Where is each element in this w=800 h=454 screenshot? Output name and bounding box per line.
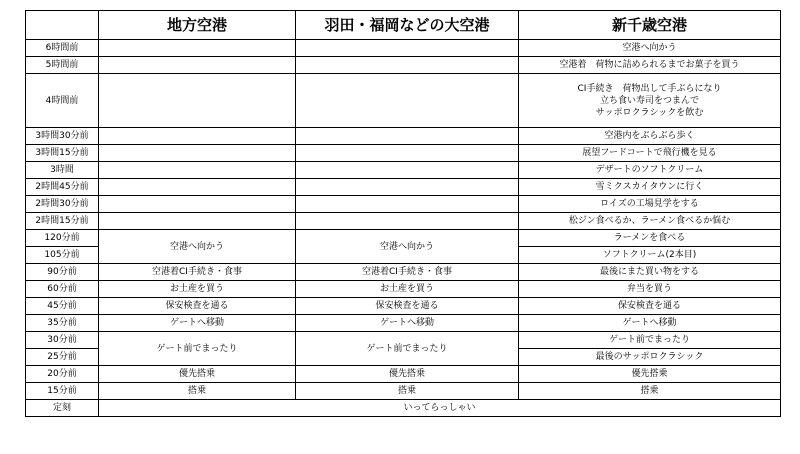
major-cell: 空港へ向かう bbox=[296, 230, 519, 264]
header-major-airport: 羽田・福岡などの大空港 bbox=[296, 11, 519, 40]
table-row-final bbox=[26, 400, 781, 417]
local-cell bbox=[99, 57, 296, 74]
time-label: 2時間45分前 bbox=[26, 179, 99, 196]
time-label: 120分前 bbox=[26, 230, 99, 247]
table-row bbox=[26, 162, 781, 179]
table-row bbox=[26, 74, 781, 128]
local-cell bbox=[99, 145, 296, 162]
local-cell bbox=[99, 74, 296, 128]
time-label: 2時間30分前 bbox=[26, 196, 99, 213]
local-cell: ゲートへ移動 bbox=[99, 315, 296, 332]
chitose-line: CI手続き 荷物出して手ぶらになり bbox=[577, 83, 722, 94]
chitose-cell: デザートのソフトクリーム bbox=[519, 162, 781, 179]
major-cell: ゲート前でまったり bbox=[296, 332, 519, 366]
table-row bbox=[26, 57, 781, 74]
table-row bbox=[26, 230, 781, 247]
time-label: 30分前 bbox=[26, 332, 99, 349]
major-cell bbox=[296, 57, 519, 74]
time-label: 25分前 bbox=[26, 349, 99, 366]
major-cell: 保安検査を通る bbox=[296, 298, 519, 315]
local-cell: 空港着CI手続き・食事 bbox=[99, 264, 296, 281]
chitose-cell: 搭乗 bbox=[519, 383, 781, 400]
time-label: 5時間前 bbox=[26, 57, 99, 74]
final-message: いってらっしゃい bbox=[99, 400, 781, 417]
table-row bbox=[26, 332, 781, 349]
table-row bbox=[26, 145, 781, 162]
major-cell bbox=[296, 74, 519, 128]
time-label: 6時間前 bbox=[26, 40, 99, 57]
local-cell: ゲート前でまったり bbox=[99, 332, 296, 366]
chitose-cell: 松ジン食べるか、ラーメン食べるか悩む bbox=[519, 213, 781, 230]
table-row bbox=[26, 298, 781, 315]
major-cell: ゲートへ移動 bbox=[296, 315, 519, 332]
chitose-cell: 最後のサッポロクラシック bbox=[519, 349, 781, 366]
time-label: 4時間前 bbox=[26, 74, 99, 128]
time-label: 20分前 bbox=[26, 366, 99, 383]
table-row bbox=[26, 366, 781, 383]
time-label: 2時間15分前 bbox=[26, 213, 99, 230]
time-label: 定刻 bbox=[26, 400, 99, 417]
time-label: 3時間15分前 bbox=[26, 145, 99, 162]
header-row bbox=[26, 11, 781, 40]
chitose-cell: 弁当を買う bbox=[519, 281, 781, 298]
major-cell bbox=[296, 162, 519, 179]
time-label: 15分前 bbox=[26, 383, 99, 400]
header-new-chitose: 新千歳空港 bbox=[519, 11, 781, 40]
chitose-cell: ロイズの工場見学をする bbox=[519, 196, 781, 213]
chitose-cell: 空港内をぶらぶら歩く bbox=[519, 128, 781, 145]
local-cell: 保安検査を通る bbox=[99, 298, 296, 315]
local-cell bbox=[99, 40, 296, 57]
major-cell: 搭乗 bbox=[296, 383, 519, 400]
major-cell: 優先搭乗 bbox=[296, 366, 519, 383]
chitose-cell: 優先搭乗 bbox=[519, 366, 781, 383]
local-cell: 優先搭乗 bbox=[99, 366, 296, 383]
schedule-table bbox=[25, 10, 781, 417]
table-row bbox=[26, 196, 781, 213]
time-label: 3時間 bbox=[26, 162, 99, 179]
major-cell bbox=[296, 196, 519, 213]
major-cell bbox=[296, 40, 519, 57]
local-cell bbox=[99, 213, 296, 230]
header-time bbox=[26, 11, 99, 40]
local-cell: お土産を買う bbox=[99, 281, 296, 298]
chitose-cell: 展望フードコートで飛行機を見る bbox=[519, 145, 781, 162]
chitose-cell: ソフトクリーム(2本目) bbox=[519, 247, 781, 264]
local-cell bbox=[99, 128, 296, 145]
local-cell: 空港へ向かう bbox=[99, 230, 296, 264]
major-cell bbox=[296, 128, 519, 145]
chitose-cell: 最後にまた買い物をする bbox=[519, 264, 781, 281]
table-row bbox=[26, 281, 781, 298]
local-cell bbox=[99, 196, 296, 213]
chitose-cell-multiline bbox=[519, 74, 781, 128]
chitose-line: 立ち食い寿司をつまんで bbox=[599, 95, 699, 106]
table-row bbox=[26, 383, 781, 400]
time-label: 105分前 bbox=[26, 247, 99, 264]
time-label: 90分前 bbox=[26, 264, 99, 281]
table-row bbox=[26, 128, 781, 145]
major-cell: お土産を買う bbox=[296, 281, 519, 298]
chitose-cell: ゲート前でまったり bbox=[519, 332, 781, 349]
major-cell bbox=[296, 179, 519, 196]
local-cell: 搭乗 bbox=[99, 383, 296, 400]
major-cell bbox=[296, 213, 519, 230]
chitose-cell: 空港へ向かう bbox=[519, 40, 781, 57]
time-label: 3時間30分前 bbox=[26, 128, 99, 145]
chitose-cell: ラーメンを食べる bbox=[519, 230, 781, 247]
time-label: 35分前 bbox=[26, 315, 99, 332]
chitose-cell: 雪ミクスカイタウンに行く bbox=[519, 179, 781, 196]
chitose-line: サッポロクラシックを飲む bbox=[595, 107, 704, 118]
table-row bbox=[26, 315, 781, 332]
chitose-cell: 保安検査を通る bbox=[519, 298, 781, 315]
major-cell bbox=[296, 145, 519, 162]
chitose-cell: 空港着 荷物に詰められるまでお菓子を買う bbox=[519, 57, 781, 74]
table-row bbox=[26, 40, 781, 57]
table-row bbox=[26, 213, 781, 230]
header-local-airport: 地方空港 bbox=[99, 11, 296, 40]
chitose-cell: ゲートへ移動 bbox=[519, 315, 781, 332]
time-label: 60分前 bbox=[26, 281, 99, 298]
table-row bbox=[26, 264, 781, 281]
time-label: 45分前 bbox=[26, 298, 99, 315]
local-cell bbox=[99, 179, 296, 196]
table-row bbox=[26, 179, 781, 196]
major-cell: 空港着CI手続き・食事 bbox=[296, 264, 519, 281]
local-cell bbox=[99, 162, 296, 179]
